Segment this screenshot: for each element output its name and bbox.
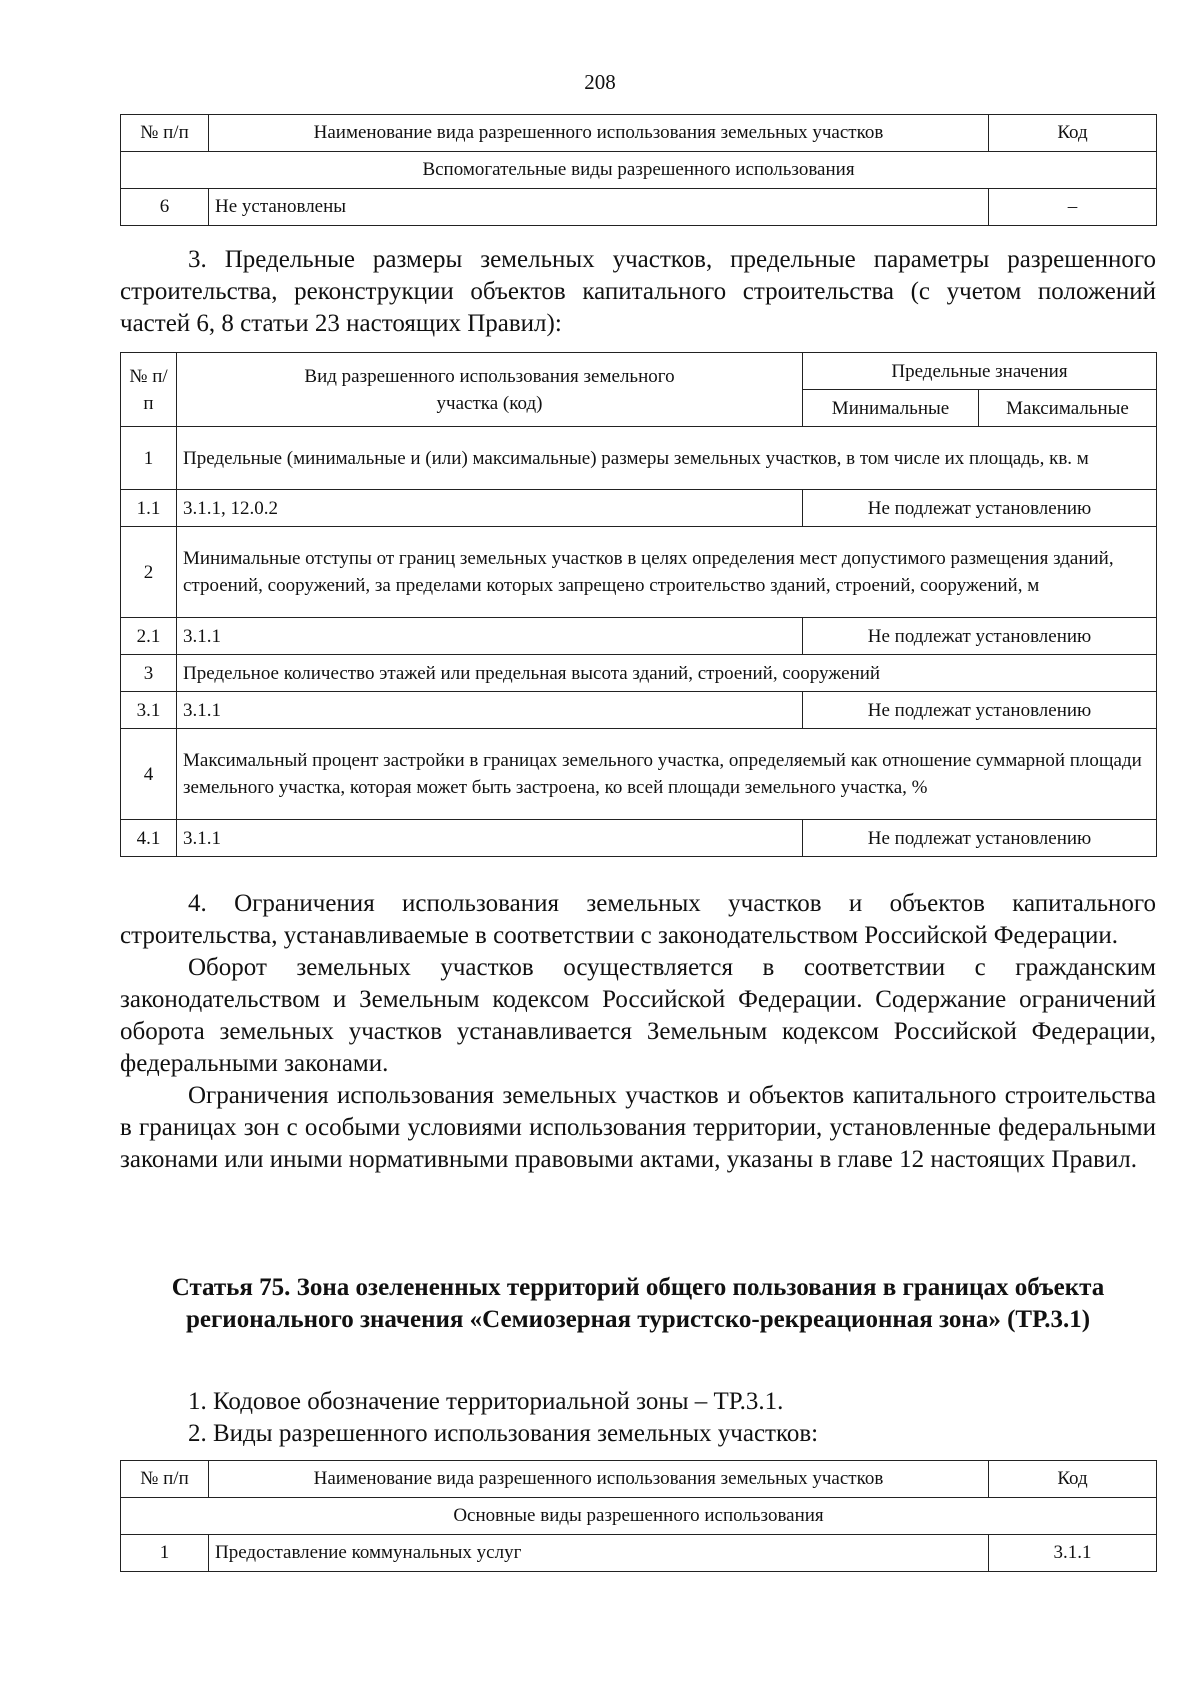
header-name: Наименование вида разрешенного использования земельных участков xyxy=(209,115,989,152)
header-name: Наименование вида разрешенного использования земельных участков xyxy=(209,1461,989,1498)
table-row xyxy=(121,655,1157,692)
row-value: Не подлежат установлению xyxy=(803,618,1157,655)
row-number: 1 xyxy=(121,427,177,490)
header-max: Максимальные xyxy=(979,390,1157,427)
paragraph-4 xyxy=(120,888,1156,1176)
table-header-row xyxy=(121,1461,1157,1498)
row-text: Предельные (минимальные и (или) максимальные) размеры земельных участков, в том числе их площадь, кв. м xyxy=(177,427,1157,490)
row-code: 3.1.1 xyxy=(989,1535,1157,1572)
row-code: 3.1.1 xyxy=(177,692,803,729)
paragraph-text: 4. Ограничения использования земельных участков и объектов капитального строительства, устанавливаемые в соответствии с законодательством Российской Федерации. xyxy=(120,890,1156,949)
limits-table xyxy=(120,352,1157,857)
row-number: 1.1 xyxy=(121,490,177,527)
paragraph-text: Ограничения использования земельных участков и объектов капитального строительства в границах зон с особыми условиями использования территории, установленные федеральными законами или иными нормативными правовыми актами, указаны в главе 12 настоящих Правил. xyxy=(120,1082,1156,1173)
page-number: 208 xyxy=(584,70,616,94)
header-number: № п/п xyxy=(121,1461,209,1498)
header-number: № п/п xyxy=(121,115,209,152)
row-number: 1 xyxy=(121,1535,209,1572)
table-header-row xyxy=(121,353,1157,390)
header-number: № п/п xyxy=(121,353,177,427)
table-row xyxy=(121,692,1157,729)
table-row xyxy=(121,1535,1157,1572)
header-limits: Предельные значения xyxy=(803,353,1157,390)
table-row xyxy=(121,490,1157,527)
row-number: 3.1 xyxy=(121,692,177,729)
row-number: 4.1 xyxy=(121,820,177,857)
row-text: Минимальные отступы от границ земельных участков в целях определения мест допустимого размещения зданий, строений, сооружений, за пределами которых запрещено строительство зданий, строений, сооружений, м xyxy=(177,527,1157,618)
row-code: 3.1.1 xyxy=(177,820,803,857)
row-value: Не подлежат установлению xyxy=(803,692,1157,729)
permitted-use-table-auxiliary xyxy=(120,114,1157,226)
row-value: Не подлежат установлению xyxy=(803,490,1157,527)
article-heading: Статья 75. Зона озелененных территорий общего пользования в границах объекта регионального значения «Семиозерная туристско-рекреационная зона» (ТР.3.1) xyxy=(171,1274,1105,1333)
row-code: 3.1.1, 12.0.2 xyxy=(177,490,803,527)
header-min: Минимальные xyxy=(803,390,979,427)
permitted-use-table-main xyxy=(120,1460,1157,1572)
row-text: Предельное количество этажей или предельная высота зданий, строений, сооружений xyxy=(177,655,1157,692)
row-text: Максимальный процент застройки в границах земельного участка, определяемый как отношение суммарной площади земельного участка, которая может быть застроена, ко всей площади земельного участка, % xyxy=(177,729,1157,820)
header-code: Код xyxy=(989,1461,1157,1498)
row-number: 4 xyxy=(121,729,177,820)
row-value: Не подлежат установлению xyxy=(803,820,1157,857)
paragraph-text: Оборот земельных участков осуществляется в соответствии с гражданским законодательством и Земельным кодексом Российской Федерации. Содержание ограничений оборота земельных участков устанавливается Земельным кодексом Российской Федерации, федеральными законами. xyxy=(120,954,1156,1077)
table-row xyxy=(121,618,1157,655)
row-number: 3 xyxy=(121,655,177,692)
header-code: Код xyxy=(989,115,1157,152)
list-item: 2. Виды разрешенного использования земельных участков: xyxy=(188,1420,819,1447)
table-section-row xyxy=(121,152,1157,189)
row-code: – xyxy=(989,189,1157,226)
section-title: Вспомогательные виды разрешенного использования xyxy=(121,152,1157,189)
list-item: 1. Кодовое обозначение территориальной зоны – ТР.3.1. xyxy=(188,1388,784,1415)
row-code: 3.1.1 xyxy=(177,618,803,655)
table-row xyxy=(121,527,1157,618)
row-name: Предоставление коммунальных услуг xyxy=(209,1535,989,1572)
row-number: 2 xyxy=(121,527,177,618)
table-row xyxy=(121,729,1157,820)
table-section-row xyxy=(121,1498,1157,1535)
row-number: 2.1 xyxy=(121,618,177,655)
table-row xyxy=(121,820,1157,857)
section-title: Основные виды разрешенного использования xyxy=(121,1498,1157,1535)
paragraph-3 xyxy=(120,244,1156,340)
table-header-row xyxy=(121,115,1157,152)
paragraph-text: 3. Предельные размеры земельных участков, предельные параметры разрешенного строительства, реконструкции объектов капитального строительства (с учетом положений частей 6, 8 статьи 23 настоящих Правил): xyxy=(120,246,1156,337)
numbered-items xyxy=(120,1386,1156,1450)
row-number: 6 xyxy=(121,189,209,226)
table-row xyxy=(121,189,1157,226)
header-kind: Вид разрешенного использования земельного участка (код) xyxy=(177,353,803,427)
table-row xyxy=(121,427,1157,490)
row-name: Не установлены xyxy=(209,189,989,226)
